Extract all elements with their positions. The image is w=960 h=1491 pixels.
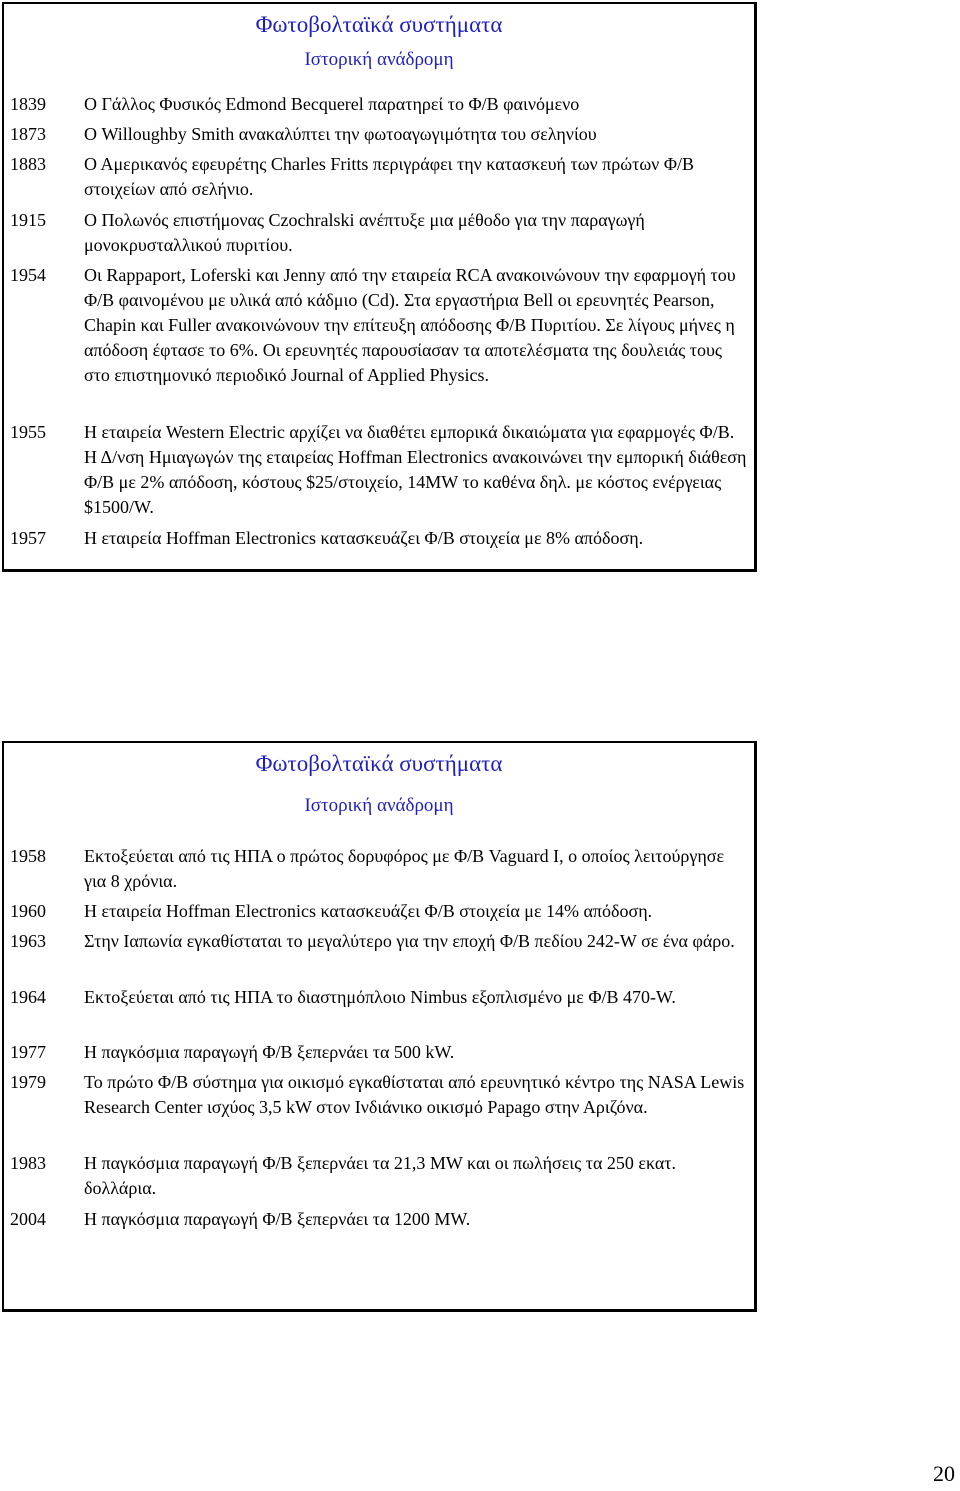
entry-text: Η εταιρεία Western Electric αρχίζει να διαθέτει εμπορικά δικαιώματα για εφαρμογές Φ/Β. Η Δ/νση Ημιαγωγών της εταιρείας Hoffman Electronics ανακοινώνει την εμπορική διάθεση Φ/Β με 2% απόδοση, κόστους $25/στοιχείο, 14MW το καθένα δηλ. με κόστος ενέργειας $1500/W. bbox=[84, 422, 747, 517]
slide-1-subtitle: Ιστορική ανάδρομη bbox=[304, 49, 454, 70]
entry-text: Εκτοξεύεται από τις ΗΠΑ ο πρώτος δορυφόρος με Φ/Β Vaguard I, ο οποίος λειτούργησε για 8 χρόνια. bbox=[84, 846, 725, 891]
entry-text: Ο Πολωνός επιστήμονας Czochralski ανέπτυξε μια μέθοδο για την παραγωγή μονοκρυσταλλικού πυριτίου. bbox=[84, 210, 645, 255]
slide-1-title: Φωτοβολταϊκά συστήματα bbox=[255, 12, 503, 37]
entry-year: 1883 bbox=[10, 154, 46, 174]
entry-text: Η εταιρεία Hoffman Electronics κατασκευάζει Φ/Β στοιχεία με 14% απόδοση. bbox=[84, 901, 653, 921]
page-number: 20 bbox=[933, 1461, 955, 1486]
entry-text: Ο Αμερικανός εφευρέτης Charles Fritts περιγράφει την κατασκευή των πρώτων Φ/Β στοιχείων από σελήνιο. bbox=[84, 154, 694, 199]
entry-text: Εκτοξεύεται από τις ΗΠΑ το διαστημόπλοιο Nimbus εξοπλισμένο με Φ/Β 470-W. bbox=[84, 987, 676, 1007]
entry-year: 1963 bbox=[10, 931, 46, 951]
entry-text: Το πρώτο Φ/Β σύστημα για οικισμό εγκαθίσταται από ερευνητικό κέντρο της NASA Lewis Research Center ισχύος 3,5 kW στον Ινδιάνικο οικισμό Papago στην Αριζόνα. bbox=[84, 1072, 745, 1117]
slide-2-title: Φωτοβολταϊκά συστήματα bbox=[255, 751, 503, 776]
entry-year: 1839 bbox=[10, 94, 46, 114]
slide-1 bbox=[2, 2, 757, 572]
entry-year: 1979 bbox=[10, 1072, 46, 1092]
entry-text: Στην Ιαπωνία εγκαθίσταται το μεγαλύτερο για την εποχή Φ/Β πεδίου 242-W σε ένα φάρο. bbox=[84, 931, 735, 951]
entry-year: 1957 bbox=[10, 528, 46, 548]
entry-text: Οι Rappaport, Loferski και Jenny από την εταιρεία RCA ανακοινώνουν την εφαρμογή του Φ/Β φαινομένου με υλικά από κάδμιο (Cd). Στα εργαστήρια Bell οι ερευνητές Pearson, Chapin και Fuller ανακοινώνουν την επίτευξη απόδοσης Φ/Β Πυριτίου. Σε λίγους μήνες η απόδοση έφτασε το 6%. Οι ερευνητές παρουσίασαν τα αποτελέσματα της δουλειάς τους στο επιστημονικό περιοδικό Journal of Applied Physics. bbox=[84, 265, 736, 385]
entry-text: Η παγκόσμια παραγωγή Φ/Β ξεπερνάει τα 500 kW. bbox=[84, 1042, 455, 1062]
entry-text: Ο Willoughby Smith ανακαλύπτει την φωτοαγωγιμότητα του σεληνίου bbox=[84, 124, 597, 144]
entry-year: 2004 bbox=[10, 1209, 46, 1229]
slide-2 bbox=[2, 741, 757, 1312]
entry-year: 1964 bbox=[10, 987, 46, 1007]
entry-year: 1954 bbox=[10, 265, 46, 285]
entry-year: 1955 bbox=[10, 422, 46, 442]
entry-year: 1915 bbox=[10, 210, 46, 230]
entry-text: Η παγκόσμια παραγωγή Φ/Β ξεπερνάει τα 21,3 MW και οι πωλήσεις τα 250 εκατ. δολλάρια. bbox=[84, 1153, 677, 1198]
entry-text: Ο Γάλλος Φυσικός Edmond Becquerel παρατηρεί το Φ/Β φαινόμενο bbox=[84, 94, 580, 114]
entry-year: 1873 bbox=[10, 124, 46, 144]
entry-year: 1960 bbox=[10, 901, 46, 921]
entry-text: Η παγκόσμια παραγωγή Φ/Β ξεπερνάει τα 1200 MW. bbox=[84, 1209, 471, 1229]
entry-year: 1977 bbox=[10, 1042, 46, 1062]
entry-year: 1958 bbox=[10, 846, 46, 866]
entry-year: 1983 bbox=[10, 1153, 46, 1173]
slide-2-subtitle: Ιστορική ανάδρομη bbox=[304, 795, 454, 816]
entry-text: Η εταιρεία Hoffman Electronics κατασκευάζει Φ/Β στοιχεία με 8% απόδοση. bbox=[84, 528, 644, 548]
